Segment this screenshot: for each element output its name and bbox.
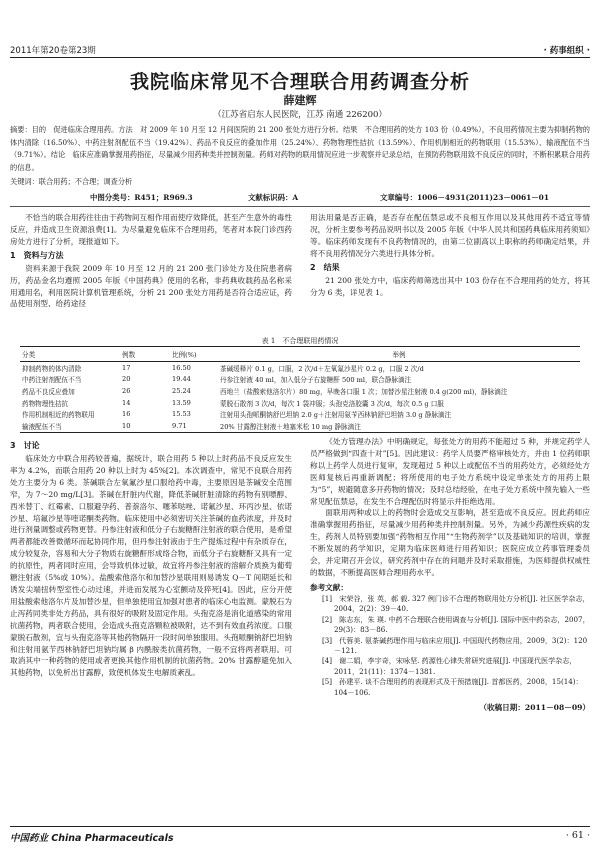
left-column-lower [10, 440, 292, 679]
right-column-lower [310, 436, 590, 713]
document-code: 文献标识码：A [248, 193, 299, 202]
table-cell: 药物物理性拮抗 [22, 399, 69, 408]
table-cell: 17 [122, 363, 131, 372]
received-date: （收稿日期：2011－08－09） [479, 702, 590, 712]
table-cell: 作用机制相近的药物联用 [22, 411, 95, 420]
intro-continued-paragraph: 用法用量是否正确，是否存在配伍禁忌或不良相互作用以及其他用药不适宜等情况，分析主要参考药品说明书以及 2005 年版《中华人民共和国药典临床用药须知》等。临床药师发现有不良药物情况的，由第二位副高以上职称的药师确定结果，并将不良用药情况分六类进行具体分析。 [310, 213, 590, 258]
table-cell: 15.53 [172, 410, 191, 419]
table-cell: 25.24 [172, 386, 191, 395]
table-cell: 13.59 [172, 398, 191, 407]
table-cell: 西地兰（盐酸索他洛尔片）80 mg，早晚各口服 1 次；加替沙星注射液 0.4 g(200 ml)，静脉滴注 [220, 387, 508, 396]
journal-name: 中国药业 China Pharmaceuticals [10, 833, 174, 844]
references-heading: 参考文献： [310, 582, 348, 592]
table-row [20, 385, 580, 397]
table-row [20, 362, 580, 374]
table-cell: 14 [122, 398, 131, 407]
table-row [20, 408, 580, 420]
table-cell: 药品不良反应叠加 [22, 387, 75, 396]
table-row [20, 397, 580, 409]
section-heading-methods: 1 资料与方法 [10, 250, 64, 260]
section-heading-discussion: 3 讨论 [10, 441, 40, 450]
table-cell: 16 [122, 410, 131, 419]
article-number: 文章编号：1006－4931(2011)23－0061－01 [380, 193, 549, 202]
reference-item: [2] 陈志东，朱 瑛. 中药不合理联合使用调查与分析[J]. 国际中医中药杂志，2007，29(3)：83－86. [322, 614, 590, 635]
article-title: 我院临床常见不合理联合用药调查分析 [129, 71, 470, 93]
table-cell: 10 [120, 420, 170, 432]
table-cell: 26 [122, 386, 131, 395]
page-number: · 61 · [565, 830, 590, 841]
left-column-upper [10, 212, 292, 310]
table-cell: 16.50 [172, 363, 191, 372]
table-cell: 19.44 [172, 375, 191, 384]
table-cell: 中药注射剂配伍不当 [22, 376, 82, 385]
table-header-cell: 比例(%) [170, 347, 218, 362]
right-column-upper [310, 212, 590, 298]
table-header-cell: 分类 [20, 347, 120, 362]
clc-number: 中图分类号：R451；R969.3 [90, 193, 193, 202]
table-header-cell: 举例 [218, 347, 580, 362]
footer-rule [10, 826, 590, 827]
table-cell: 抑制药物的体内清除 [22, 364, 82, 373]
reference-item: [1] 宋荣谷，张 英，郝 毅. 327 例门诊不合理药物联用处方分析[J]. 社区医学杂志，2004，2(2)：39－40. [322, 593, 590, 614]
table-header-row [20, 347, 580, 362]
table-container [20, 346, 580, 433]
abstract: 摘要：目的 促进临床合理用药。方法 对 2009 年 10 月至 12 月间医院的 21 200 张处方进行分析。结果 不合理用药的处方 103 份（0.49%），不良用药情况主要为抑制药物的体内清除（16.50%）、中药注射剂配伍不当（19.42%）、药品不良反应的叠加作用（25.24%）、药物物理性拮抗（13.59%）、作用机制相近的药物联用（15.53%）、输液配伍不当（9.71%）。结论 临床应准确掌握用药指征，尽量减少用药种类并控制剂量。药师对药物的联用情况应进一步观察并记录总结，在预防药物联用致不良反应的同时，不断积累联合用药的信息。 [10, 125, 590, 172]
table-cell: 9.71 [170, 420, 218, 432]
issue-label: 2011年第20卷第23期 [10, 46, 96, 56]
section-heading-results: 2 结果 [310, 262, 340, 272]
abstract-rule [10, 206, 590, 207]
drug-combination-table [20, 346, 580, 433]
table-row [20, 420, 580, 432]
header-rule [10, 57, 590, 58]
table-cell: 输液配伍不当 [20, 420, 120, 432]
table-cell: 20 [122, 375, 131, 384]
methods-paragraph: 资料来源于我院 2009 年 10 月至 12 月的 21 200 张门诊处方及住院患者病历，药品金名均遵照 2005 年版《中国药典》使用的名称，非药典收载药品名称采用通用名，利用医院计算机管理系统，分析 21 200 张处方用药是否符合适应证，药品使用剂型、给药途径 [10, 263, 292, 309]
table-cell: 注射用头孢哌酮钠舒巴坦钠 2.0 g＋注射用氨苄西林钠舒巴坦钠 3.0 g 静脉滴注 [220, 411, 452, 420]
intro-paragraph: 不恰当的联合用药往往由于药物间互相作用而使疗效降低，甚至产生意外的毒性反应，并造成卫生资源浪费[1]。为尽量避免临床不合理用药，笔者对本院门诊西药房处方进行了分析，现报道如下。 [10, 213, 292, 246]
section-label: · 药事组织 · [543, 46, 590, 56]
conclusion-paragraph: 面联用两种或以上的药物时会造成交互影响，甚至造成不良反应。因此药师应准确掌握用药指征，尽量减少用药种类并控制剂量。另外，为减少药源性疾病的发生，药剂人员特别要加强“药物相互作用”“生物药剂学”以及基础知识的培训，掌握不断发展的药学知识，定期为临床医师进行用药知识；医院应成立药事管理委员会，并定期召开会议，研究药剂中存在的问题并及时采取措施，为医师提供权威性的数据，不断提高医师合理用药水平。 [310, 508, 590, 577]
reference-item: [5] 孙建平. 谈不合理用药的表现形式及干预措施[J]. 首都医药，2008，15(14)：104－106. [322, 677, 583, 697]
table-row [20, 374, 580, 386]
table-cell: 20% 甘露醇注射液＋地塞米松 10 mg 静脉滴注 [218, 420, 580, 432]
reference-item: [3] 代蓉美. 氨茶碱药理作用与临床应用[J]. 中国现代药物应用，2009，3(2)：120－121. [322, 635, 588, 655]
author: 薛建辉 [283, 94, 317, 107]
affiliation: （江苏省启东人民医院，江苏 南通 226200） [213, 110, 387, 120]
table-caption: 表 1 不合理联用药情况 [261, 337, 339, 345]
reference-list [310, 594, 590, 698]
discussion-paragraph: 临床处方中联合用药较普遍，据统计，联合用药 5 种以上时药品不良反应发生率为 4.2%，而联合用药 20 种以上时为 45%[2]。本次调查中，常见不良联合用药处方主要分为 6 类。茶碱联合左氧氟沙星口服给药中毒，主要原因是茶碱安全范围窄，为 7～20 mg/L[3]。茶碱在肝脏内代谢，降低茶碱肝脏清除的药物有别嘌醇、西米替丁、红霉素、口服避孕药、普萘洛尔、噻苯哒唑、诺氟沙星、环丙沙星、依诺沙星、培氟沙星等喹诺酮类药物。临床使用中必须密切关注茶碱的血药浓度，并及时进行剂量调整或药物更替。丹参注射液和低分子右旋糖酐注射液的联合使用，是希望两者都能改善微循环而起协同作用，但丹参注射液由于生产提炼过程中有杂质存在，成分较复杂，容易和大分子物质右旋糖酐形成络合物，而低分子右旋糖酐又具有一定的抗原性，两者同时应用，会导致机体过敏，故宜将丹参注射液的溶解介质换为葡萄糖注射液（5%或 10%）。盐酸索他洛尔和加替沙星联用则易诱发 Q－T 间期延长和诱发尖端扭转型室性心动过速，并进而发展为心室颤动及猝死[4]。因此，应分开使用盐酸索他洛尔片及加替沙星，但单独使用宜加强对患者的临床心电监测。蒙脱石为止泻药同类非处方药品，具有很好的吸附及固定作用。头孢克洛是消化道感染的常用抗菌药物，两者联合使用，会造成头孢克洛颗粒被吸附，达不到有效血药浓度。口服蒙脱石散剂，宜与头孢克洛等其他药物隔开一段时间单独服用。头孢哌酮钠舒巴坦钠和注射用氨苄西林钠舒巴坦钠均属 β 内酰胺类抗菌药物，一般不宜将两者联用。可取消其中一种药物的使用或者更换其他作用机制的抗菌药物。20% 甘露醇避免加入其他药物，以免析出甘露醇，致使机体发生电解质紊乱。 [10, 454, 292, 678]
table-cell: 丹参注射液 40 ml，加入低分子右旋糖酐 500 ml，联合静脉滴注 [220, 376, 412, 385]
reference-item: [4] 谢二娟，李宇奇，宋咏坚. 药源性心律失常研究进展[J]. 中国现代医学杂志，2011，21(11)：1374－1381. [322, 656, 577, 676]
table-cell: 茶碱缓释片 0.1 g，口服，2 次/d＋左氧氟沙星片 0.2 g，口服 2 次/d [220, 364, 424, 373]
table-cell: 蒙脱石散剂 3 次/d，每次 1 袋冲服；头孢克洛胶囊 3 次/d，每次 0.5 g 口服 [220, 399, 444, 408]
keywords: 关键词：联合用药；不合理；调查分析 [10, 177, 133, 186]
table-header-cell: 例数 [120, 347, 170, 362]
results-paragraph: 21 200 张处方中，临床药师筛选出其中 103 份存在不合理用药的处方，将其分为 6 类，详见表 1。 [310, 275, 590, 297]
discussion-continued-paragraph: 《处方管理办法》中明确规定，每张处方的用药不能超过 5 种，并规定药学人员严格做到“四查十对”[5]。因此建议：药学人员要严格审核处方，并由 1 位药师职称以上药学人员进行复审，发现超过 5 种以上或配伍不当的用药处方，必须经处方医师复核后再重新调配；将所使用的电子处方系统中设定单张处方的用药上限为“5”，规避随意多开药物的情况；及时总结经验，在电子处方系统中预先输入一些常见配伍禁忌，在发生不合理配伍时将显示并拒绝选用。 [310, 437, 590, 506]
